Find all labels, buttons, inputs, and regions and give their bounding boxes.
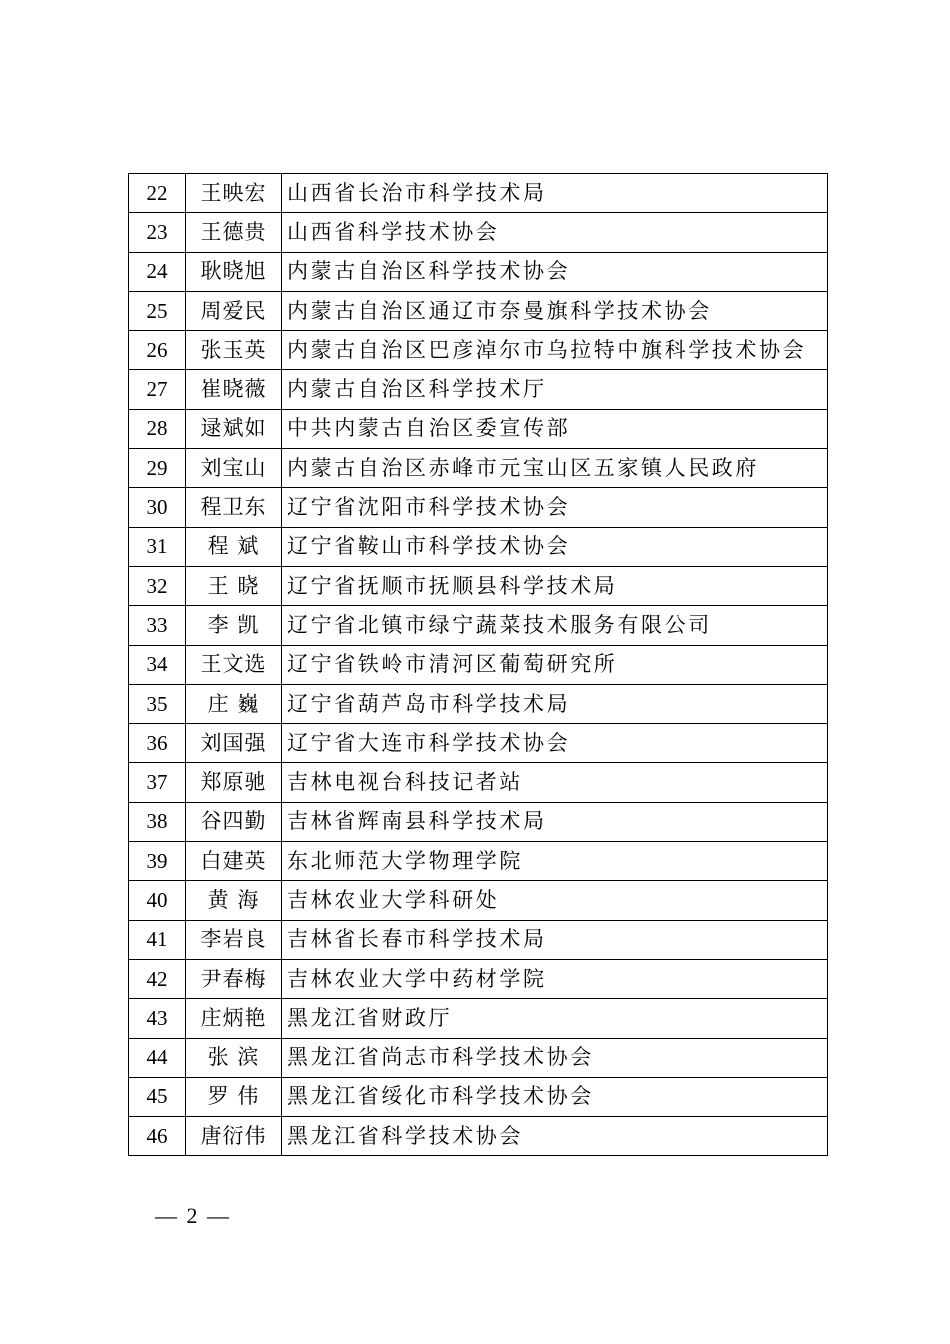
table-row <box>129 763 828 802</box>
organization-cell: 内蒙古自治区赤峰市元宝山区五家镇人民政府 <box>282 449 828 488</box>
person-name-cell: 庄炳艳 <box>186 999 282 1038</box>
organization-cell: 辽宁省沈阳市科学技术协会 <box>282 488 828 527</box>
person-name-cell: 程 斌 <box>186 527 282 566</box>
organization-cell: 东北师范大学物理学院 <box>282 842 828 881</box>
person-name-cell: 李 凯 <box>186 606 282 645</box>
organization-cell: 黑龙江省财政厅 <box>282 999 828 1038</box>
person-name-cell: 王映宏 <box>186 174 282 213</box>
table-row <box>129 291 828 330</box>
organization-cell: 内蒙古自治区科学技术厅 <box>282 370 828 409</box>
roster-table <box>128 173 828 1156</box>
person-name-cell: 王文选 <box>186 645 282 684</box>
person-name-cell: 张 滨 <box>186 1038 282 1077</box>
person-name-cell: 白建英 <box>186 842 282 881</box>
row-number-cell: 37 <box>129 763 186 802</box>
table-row <box>129 488 828 527</box>
table-row <box>129 1117 828 1156</box>
table-row <box>129 842 828 881</box>
row-number-cell: 29 <box>129 449 186 488</box>
organization-cell: 吉林农业大学科研处 <box>282 881 828 920</box>
table-row <box>129 527 828 566</box>
table-row <box>129 409 828 448</box>
table-row <box>129 645 828 684</box>
person-name-cell: 郑原驰 <box>186 763 282 802</box>
person-name-cell: 逯斌如 <box>186 409 282 448</box>
organization-cell: 黑龙江省科学技术协会 <box>282 1117 828 1156</box>
row-number-cell: 23 <box>129 213 186 252</box>
organization-cell: 山西省科学技术协会 <box>282 213 828 252</box>
person-name-cell: 谷四勤 <box>186 802 282 841</box>
row-number-cell: 32 <box>129 566 186 605</box>
organization-cell: 吉林农业大学中药材学院 <box>282 959 828 998</box>
row-number-cell: 26 <box>129 331 186 370</box>
table-row <box>129 174 828 213</box>
table-row <box>129 1077 828 1116</box>
table-row <box>129 684 828 723</box>
organization-cell: 内蒙古自治区通辽市奈曼旗科学技术协会 <box>282 291 828 330</box>
row-number-cell: 39 <box>129 842 186 881</box>
row-number-cell: 30 <box>129 488 186 527</box>
organization-cell: 辽宁省鞍山市科学技术协会 <box>282 527 828 566</box>
person-name-cell: 周爱民 <box>186 291 282 330</box>
table-row <box>129 881 828 920</box>
table-row <box>129 370 828 409</box>
organization-cell: 吉林电视台科技记者站 <box>282 763 828 802</box>
row-number-cell: 42 <box>129 959 186 998</box>
row-number-cell: 36 <box>129 724 186 763</box>
table-row <box>129 1038 828 1077</box>
table-row <box>129 999 828 1038</box>
organization-cell: 内蒙古自治区科学技术协会 <box>282 252 828 291</box>
row-number-cell: 34 <box>129 645 186 684</box>
organization-cell: 山西省长治市科学技术局 <box>282 174 828 213</box>
person-name-cell: 刘宝山 <box>186 449 282 488</box>
person-name-cell: 黄 海 <box>186 881 282 920</box>
roster-table-body <box>129 174 828 1156</box>
row-number-cell: 27 <box>129 370 186 409</box>
person-name-cell: 程卫东 <box>186 488 282 527</box>
row-number-cell: 35 <box>129 684 186 723</box>
row-number-cell: 41 <box>129 920 186 959</box>
organization-cell: 辽宁省铁岭市清河区葡萄研究所 <box>282 645 828 684</box>
person-name-cell: 耿晓旭 <box>186 252 282 291</box>
row-number-cell: 46 <box>129 1117 186 1156</box>
row-number-cell: 31 <box>129 527 186 566</box>
row-number-cell: 22 <box>129 174 186 213</box>
person-name-cell: 尹春梅 <box>186 959 282 998</box>
organization-cell: 黑龙江省绥化市科学技术协会 <box>282 1077 828 1116</box>
person-name-cell: 王 晓 <box>186 566 282 605</box>
table-row <box>129 213 828 252</box>
table-row <box>129 724 828 763</box>
row-number-cell: 28 <box>129 409 186 448</box>
table-row <box>129 920 828 959</box>
organization-cell: 内蒙古自治区巴彦淖尔市乌拉特中旗科学技术协会 <box>282 331 828 370</box>
organization-cell: 辽宁省北镇市绿宁蔬菜技术服务有限公司 <box>282 606 828 645</box>
row-number-cell: 43 <box>129 999 186 1038</box>
table-row <box>129 252 828 291</box>
person-name-cell: 张玉英 <box>186 331 282 370</box>
page-number: — 2 — <box>155 1203 231 1228</box>
person-name-cell: 崔晓薇 <box>186 370 282 409</box>
person-name-cell: 庄 巍 <box>186 684 282 723</box>
table-row <box>129 331 828 370</box>
person-name-cell: 李岩良 <box>186 920 282 959</box>
organization-cell: 吉林省辉南县科学技术局 <box>282 802 828 841</box>
organization-cell: 辽宁省葫芦岛市科学技术局 <box>282 684 828 723</box>
table-row <box>129 566 828 605</box>
organization-cell: 黑龙江省尚志市科学技术协会 <box>282 1038 828 1077</box>
row-number-cell: 45 <box>129 1077 186 1116</box>
row-number-cell: 25 <box>129 291 186 330</box>
organization-cell: 辽宁省大连市科学技术协会 <box>282 724 828 763</box>
table-row <box>129 802 828 841</box>
row-number-cell: 44 <box>129 1038 186 1077</box>
row-number-cell: 33 <box>129 606 186 645</box>
organization-cell: 中共内蒙古自治区委宣传部 <box>282 409 828 448</box>
row-number-cell: 40 <box>129 881 186 920</box>
person-name-cell: 罗 伟 <box>186 1077 282 1116</box>
organization-cell: 辽宁省抚顺市抚顺县科学技术局 <box>282 566 828 605</box>
table-row <box>129 449 828 488</box>
table-row <box>129 959 828 998</box>
row-number-cell: 24 <box>129 252 186 291</box>
person-name-cell: 王德贵 <box>186 213 282 252</box>
organization-cell: 吉林省长春市科学技术局 <box>282 920 828 959</box>
row-number-cell: 38 <box>129 802 186 841</box>
person-name-cell: 唐衍伟 <box>186 1117 282 1156</box>
table-row <box>129 606 828 645</box>
person-name-cell: 刘国强 <box>186 724 282 763</box>
